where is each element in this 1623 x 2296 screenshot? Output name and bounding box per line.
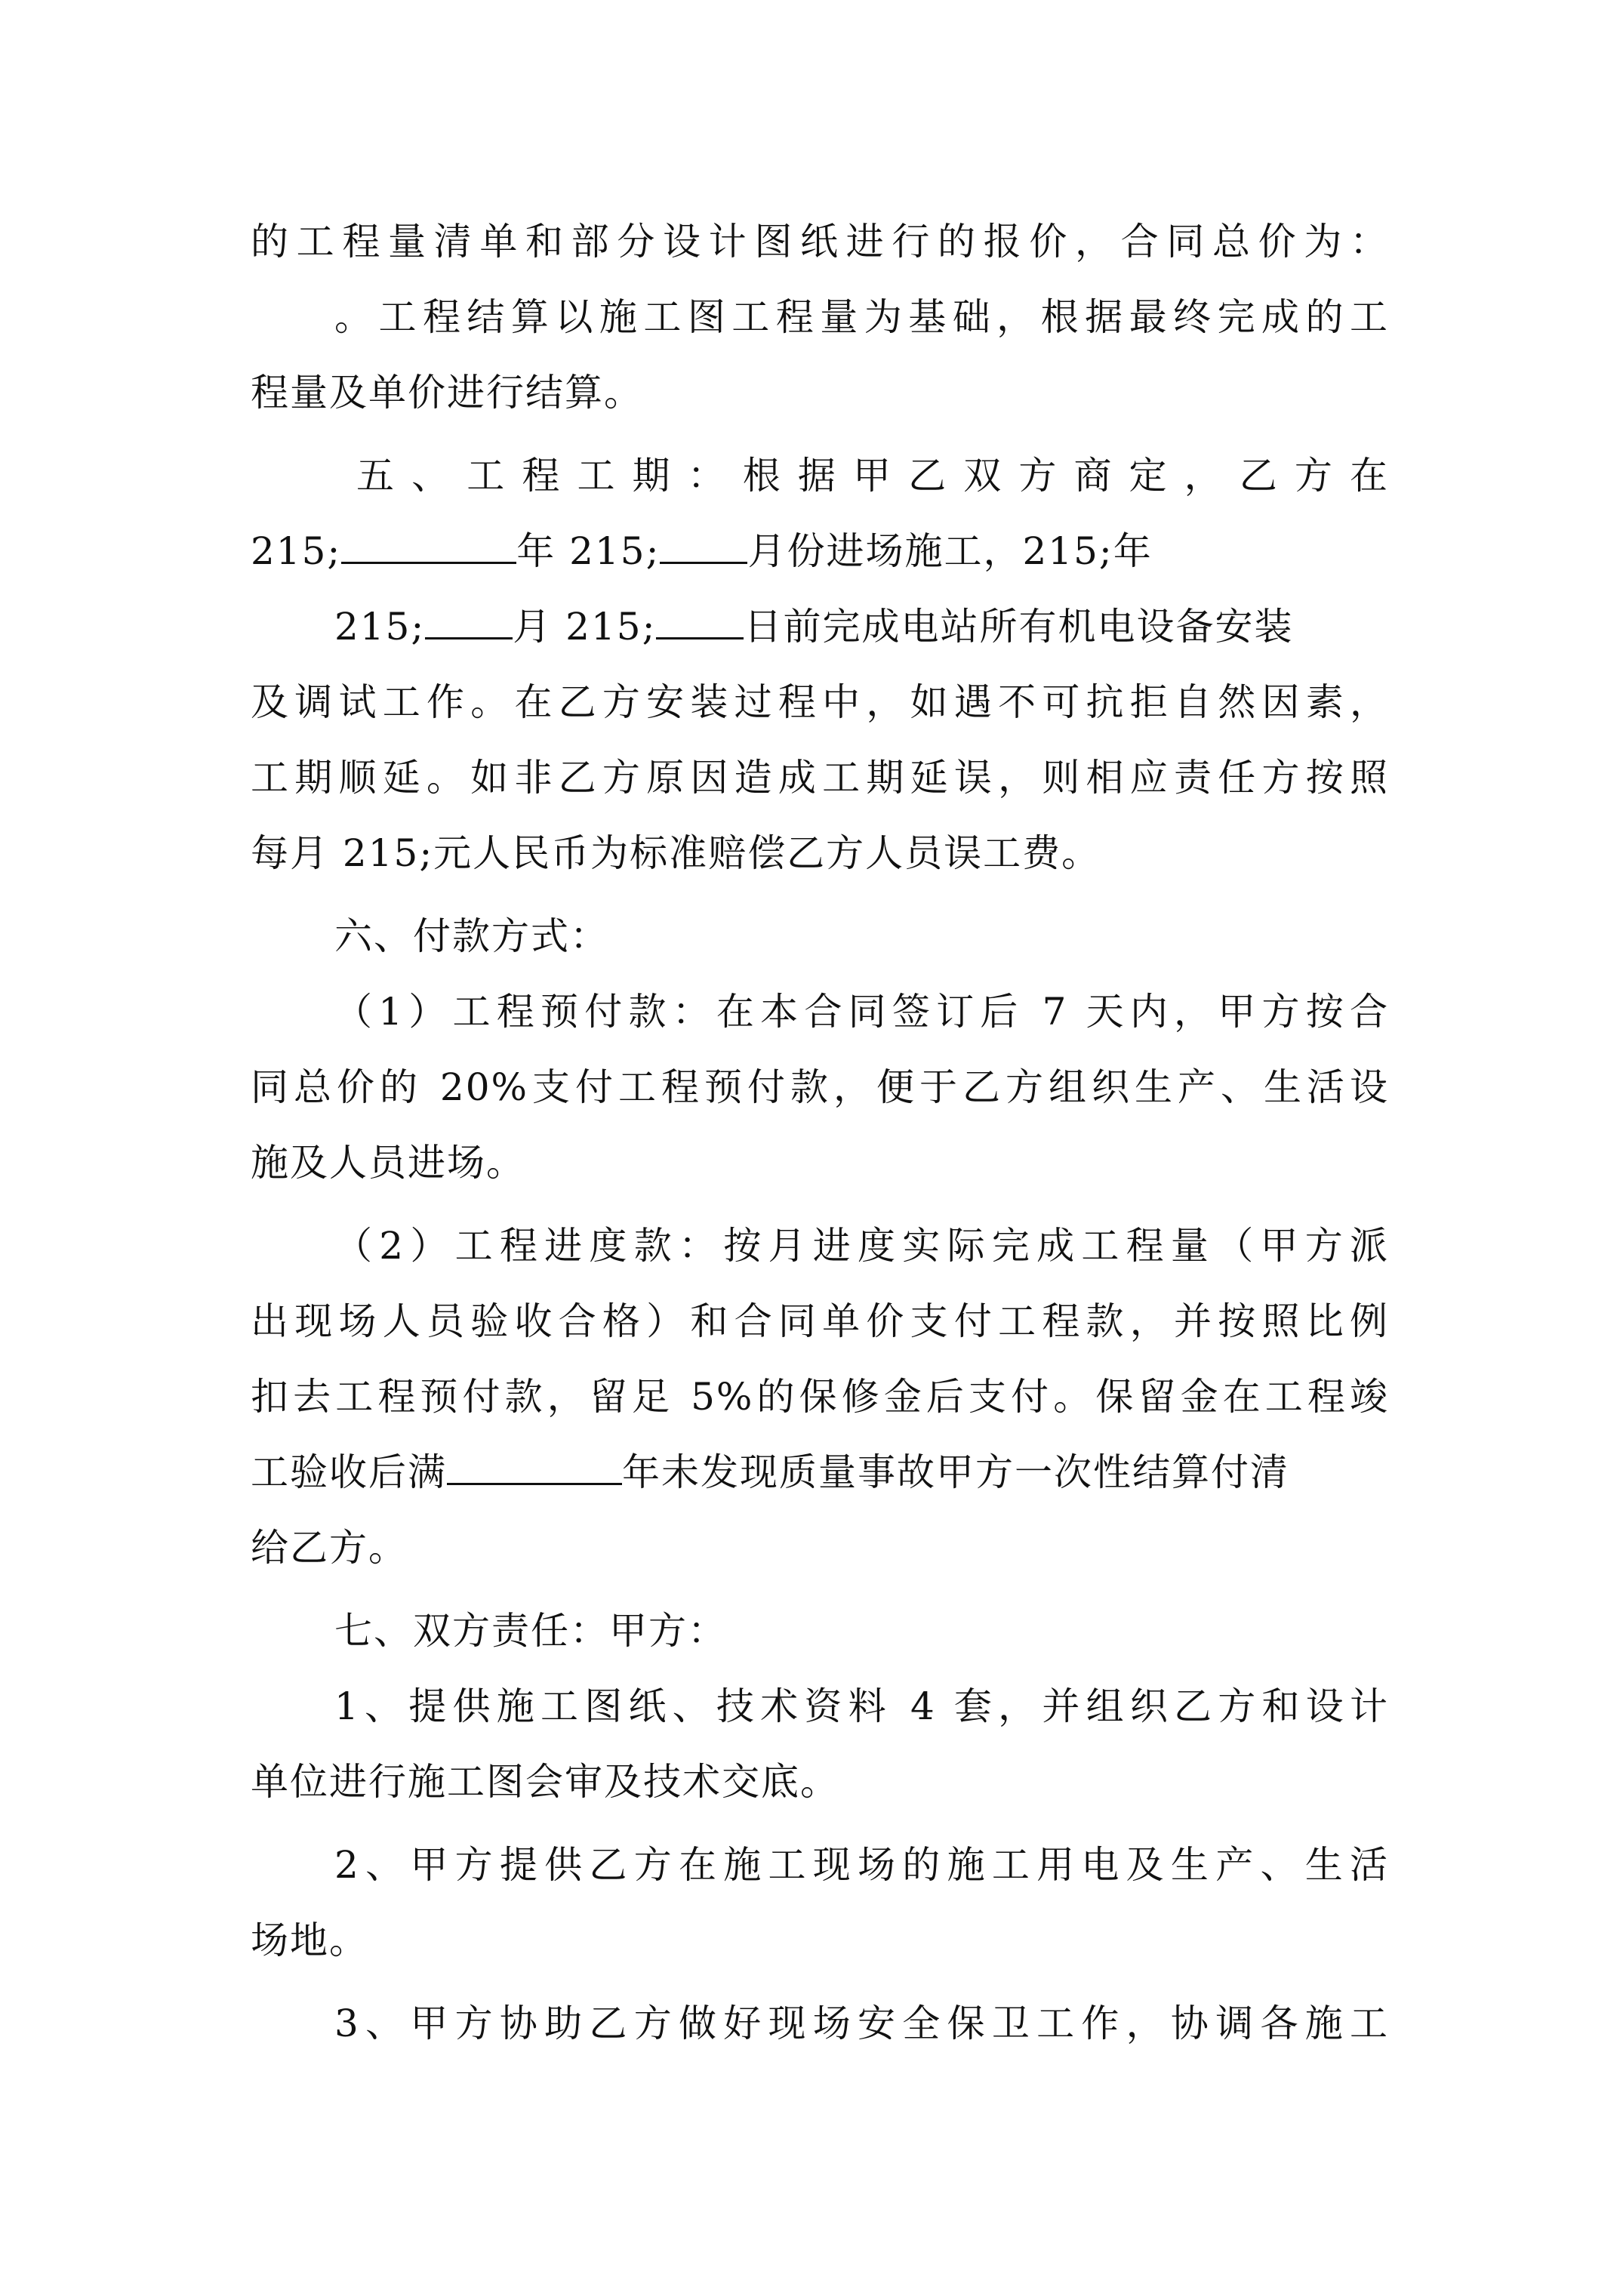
section-6-heading: 六、付款方式： bbox=[334, 914, 609, 958]
year-prefix: 215; bbox=[251, 529, 342, 573]
retention-prefix: 工验收后满 bbox=[251, 1450, 447, 1494]
text-line-18: 给乙方。 bbox=[251, 1526, 408, 1570]
text-line-2: 。工程结算以施工图工程量为基础，根据最终完成的工 bbox=[334, 295, 1389, 339]
text-line-8: 工期顺延。如非乙方原因造成工期延误，则相应责任方按照 bbox=[251, 756, 1389, 800]
blank-day-field[interactable] bbox=[656, 604, 744, 639]
text-line-3: 程量及单价进行结算。 bbox=[251, 371, 643, 415]
blank-year-field[interactable] bbox=[341, 529, 516, 564]
text-line-15: 出现场人员验收合格）和合同单价支付工程款，并按照比例 bbox=[251, 1299, 1389, 1343]
text-line-9: 每月 215;元人民币为标准赔偿乙方人员误工费。 bbox=[251, 831, 1101, 875]
section-5-heading: 五、工程工期：根据甲乙双方商定，乙方在 bbox=[356, 454, 1389, 498]
text-line-6 bbox=[334, 604, 1293, 649]
text-line-20: 1、提供施工图纸、技术资料 4 套，并组织乙方和设计 bbox=[334, 1684, 1389, 1728]
day-suffix: 日前完成电站所有机电设备安装 bbox=[744, 605, 1294, 649]
text-line-17 bbox=[251, 1450, 1289, 1495]
text-line-1: 的工程量清单和部分设计图纸进行的报价，合同总价为： bbox=[251, 220, 1389, 264]
retention-suffix: 年未发现质量事故甲方一次性结算付清 bbox=[622, 1450, 1289, 1494]
text-line-7: 及调试工作。在乙方安装过程中，如遇不可抗拒自然因素， bbox=[251, 680, 1389, 724]
text-line-12: 同总价的 20%支付工程预付款，便于乙方组织生产、生活设 bbox=[251, 1065, 1389, 1109]
month-prefix: 215; bbox=[334, 605, 426, 649]
text-line-13: 施及人员进场。 bbox=[251, 1141, 525, 1185]
text-line-23: 场地。 bbox=[251, 1918, 368, 1962]
text-line-5 bbox=[251, 529, 1153, 574]
blank-month-field[interactable] bbox=[660, 529, 747, 564]
month-suffix: 月份进场施工，215;年 bbox=[747, 529, 1153, 573]
section-7-heading: 七、双方责任：甲方： bbox=[334, 1609, 727, 1653]
year-suffix: 年 215; bbox=[516, 529, 661, 573]
text-line-21: 单位进行施工图会审及技术交底。 bbox=[251, 1760, 839, 1804]
day-prefix: 月 215; bbox=[513, 605, 657, 649]
text-line-11: （1）工程预付款：在本合同签订后 7 天内，甲方按合 bbox=[334, 990, 1389, 1034]
text-line-24: 3、甲方协助乙方做好现场安全保卫工作，协调各施工 bbox=[334, 2002, 1389, 2045]
blank-month-field-2[interactable] bbox=[425, 604, 513, 639]
text-line-16: 扣去工程预付款，留足 5%的保修金后支付。保留金在工程竣 bbox=[251, 1375, 1389, 1419]
blank-years-field[interactable] bbox=[447, 1450, 622, 1485]
text-line-22: 2、甲方提供乙方在施工现场的施工用电及生产、生活 bbox=[334, 1843, 1389, 1887]
text-line-14: （2）工程进度款：按月进度实际完成工程量（甲方派 bbox=[334, 1224, 1389, 1268]
